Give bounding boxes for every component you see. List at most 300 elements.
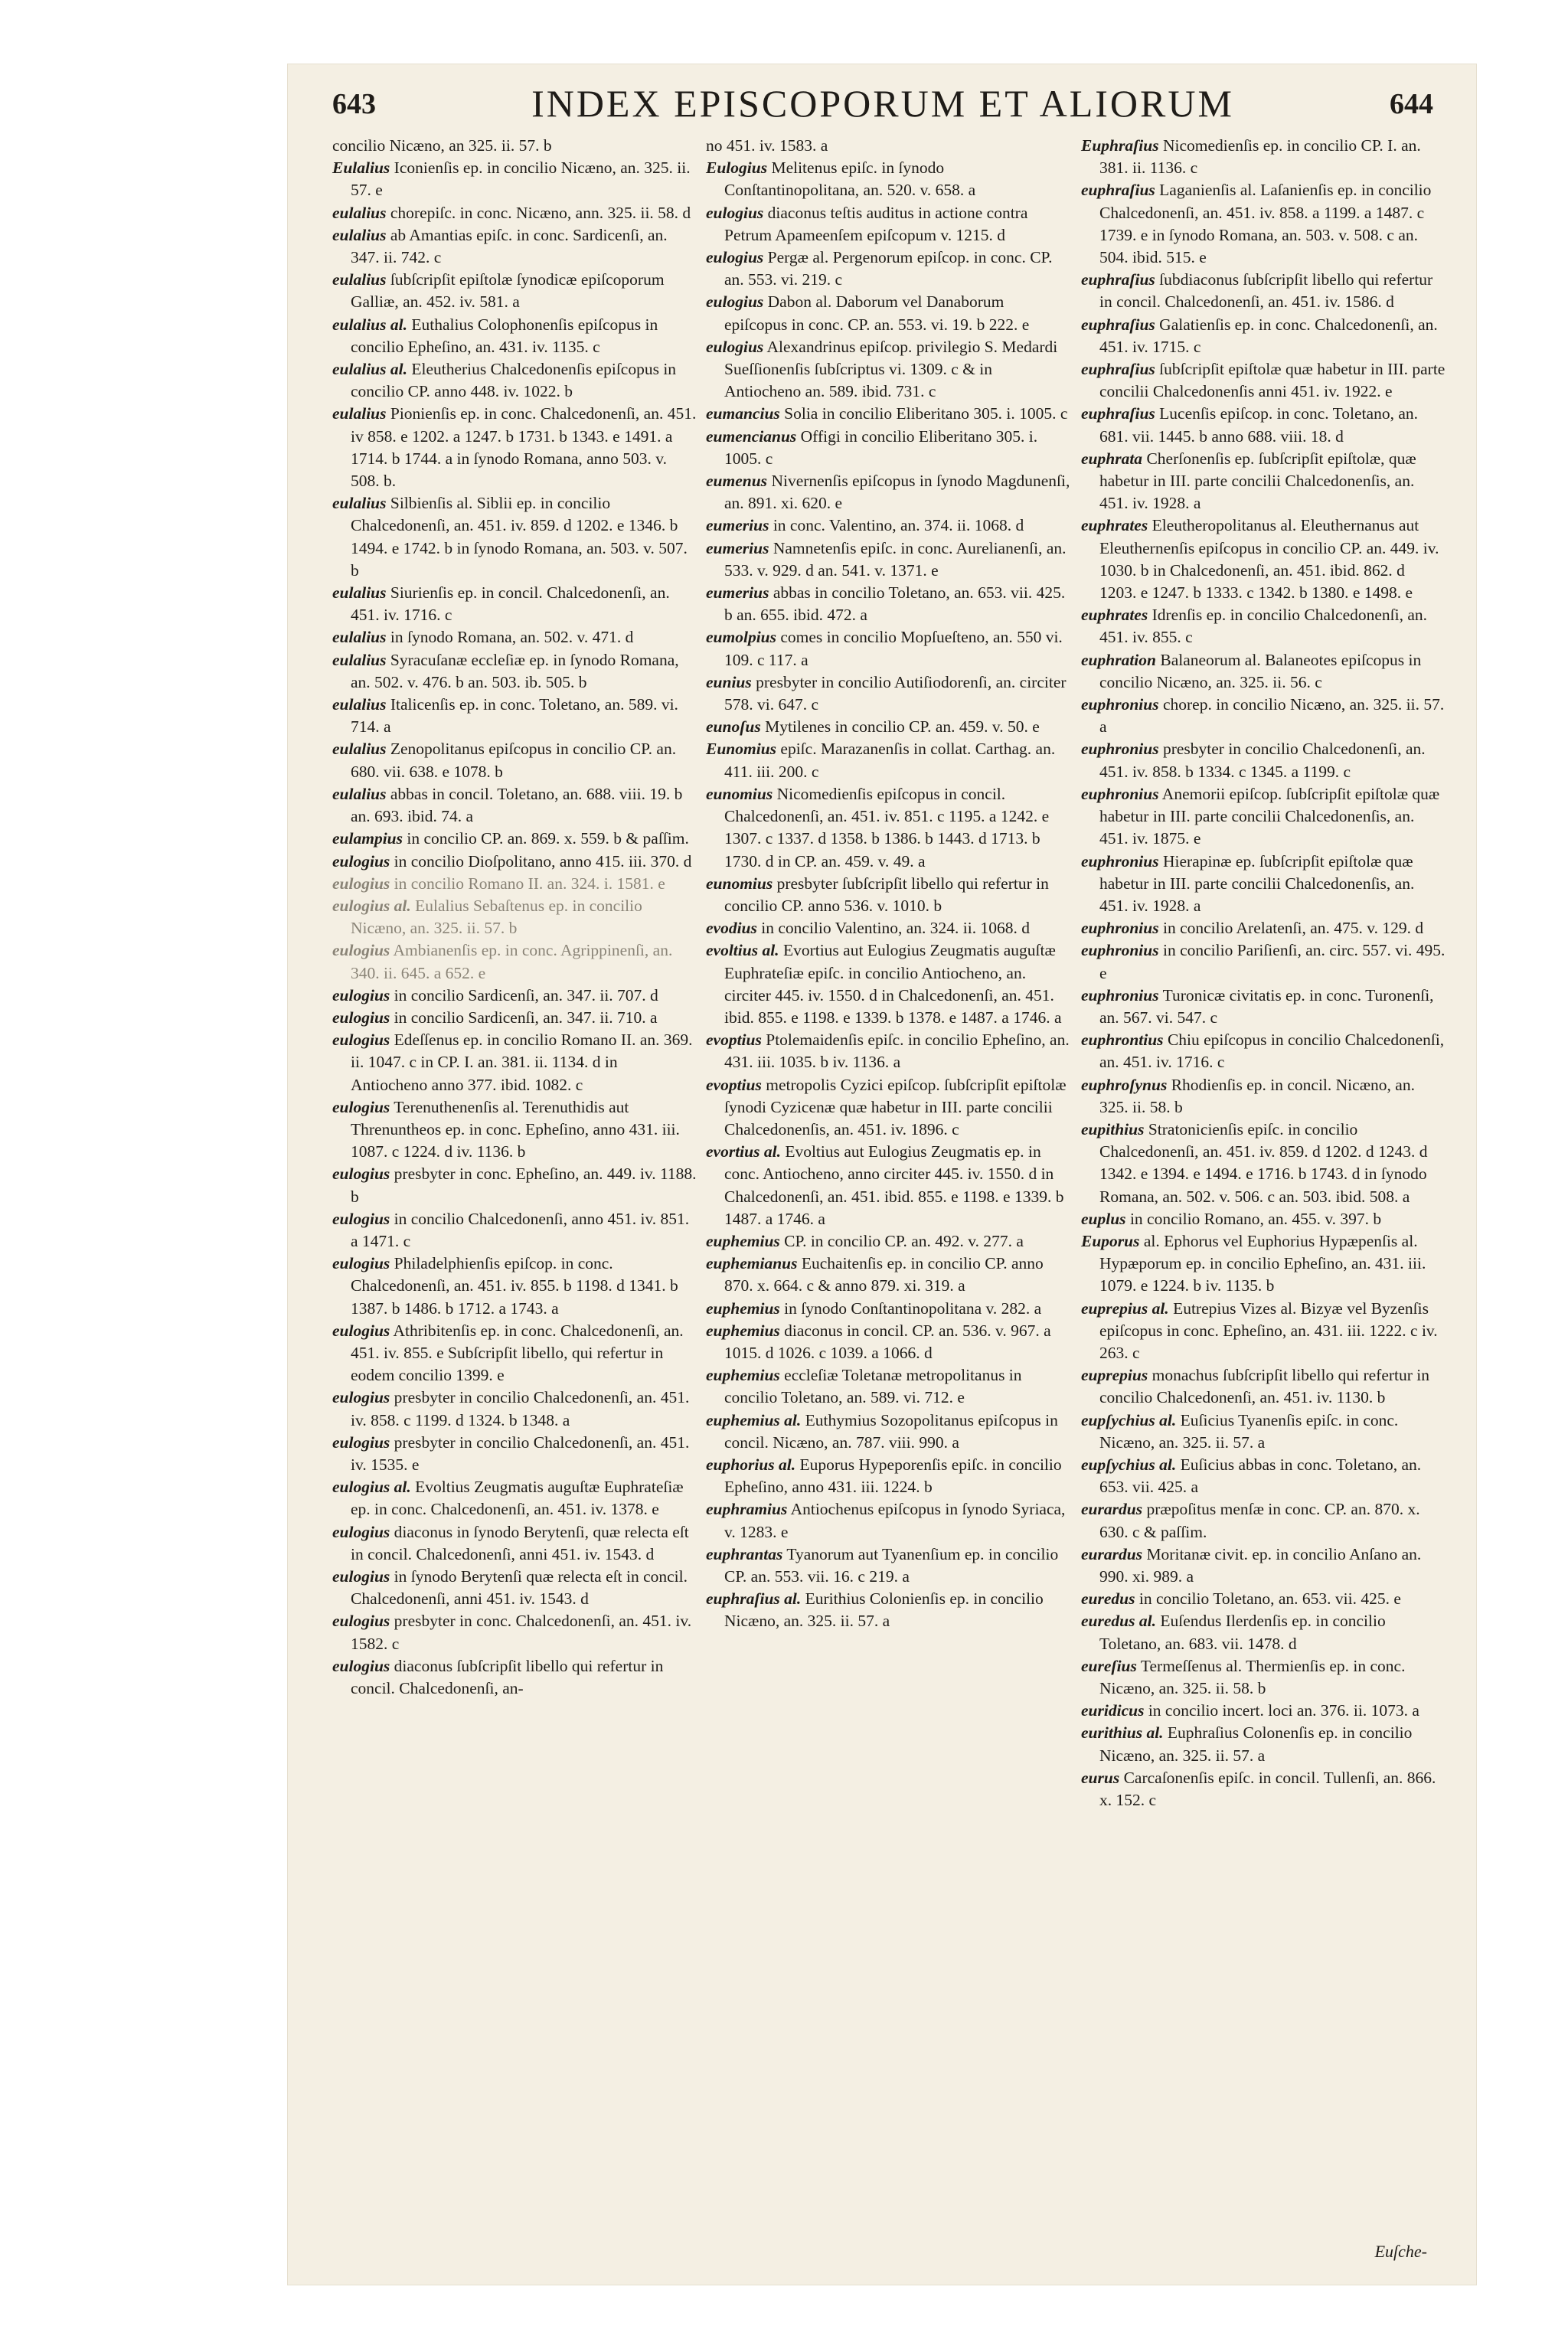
entry-name: eulalius — [332, 628, 387, 647]
index-entry — [332, 783, 697, 828]
entry-name: euphemius al. — [706, 1410, 802, 1429]
entry-name: eulalius al. — [332, 315, 407, 334]
index-entry — [706, 783, 1070, 873]
index-entry — [332, 1476, 697, 1521]
index-entry — [332, 1610, 697, 1655]
index-entry — [332, 1007, 697, 1029]
index-entry — [332, 738, 697, 782]
index-entry — [1081, 939, 1446, 984]
index-entry — [1081, 1722, 1446, 1766]
entry-name: euphemius — [706, 1231, 780, 1250]
index-entry — [1081, 1767, 1446, 1811]
entry-name: euphemius — [706, 1366, 780, 1385]
entry-text: Turonicæ civitatis ep. in conc. Turonenſi, an. 567. vi. 547. c — [1099, 985, 1434, 1027]
index-entry — [332, 358, 697, 403]
entry-text: concilio Nicæno, an 325. ii. 57. b — [332, 136, 552, 155]
entry-name: eulogius — [332, 851, 390, 871]
entry-text: chorep. in concilio Nicæno, an. 325. ii. 57. a — [1099, 695, 1445, 737]
entry-name: euphroſynus — [1081, 1075, 1168, 1094]
index-entry — [706, 1544, 1070, 1588]
entry-text: abbas in concilio Toletano, an. 653. vii. 425. b an. 655. ibid. 472. a — [724, 583, 1066, 625]
index-entry — [706, 738, 1070, 782]
index-entry — [706, 202, 1070, 247]
entry-name: eurardus — [1081, 1544, 1143, 1563]
entry-text: in ſynodo Romana, an. 502. v. 471. d — [390, 628, 634, 647]
entry-text: Offigi in concilio Eliberitano 305. i. 1005. c — [724, 426, 1038, 468]
entry-name: eulalius — [332, 740, 387, 759]
entry-name: eulogius — [332, 985, 390, 1004]
entry-text: diaconus teſtis auditus in actione contra Petrum Apameenſem epiſcopum v. 1215. d — [724, 203, 1028, 244]
index-entry — [1081, 1610, 1446, 1655]
entry-text: Euchaitenſis ep. in concilio CP. anno 870. x. 664. c & anno 879. xi. 319. a — [724, 1254, 1044, 1295]
entry-text: CP. in concilio CP. an. 492. v. 277. a — [784, 1231, 1024, 1250]
entry-name: euphraſius — [1081, 315, 1155, 334]
entry-name: eulalius — [332, 583, 387, 603]
entry-name: Eulalius — [332, 158, 390, 178]
entry-name: eupſychius al. — [1081, 1410, 1177, 1429]
entry-text: præpoſitus menſæ in conc. CP. an. 870. x. 630. c & paſſim. — [1099, 1500, 1420, 1541]
catchword: Euſche- — [1374, 2242, 1427, 2261]
entry-name: euplus — [1081, 1209, 1126, 1228]
entry-name: eulogius — [332, 1254, 390, 1273]
entry-text: in concilio Toletano, an. 653. vii. 425. e — [1138, 1589, 1401, 1609]
entry-text: Eutrepius Vizes al. Bizyæ vel Byzenſis epiſcopus in conc. Epheſino, an. 431. iii. 1222. c iv. 263. c — [1099, 1298, 1438, 1362]
index-entry — [332, 1208, 697, 1253]
entry-text: ſubſcripſit epiſtolæ ſynodicæ epiſcoporum Galliæ, an. 452. iv. 581. a — [351, 270, 665, 312]
entry-text: presbyter ſubſcripſit libello qui refertur in concilio CP. anno 536. v. 1010. b — [724, 874, 1049, 915]
entry-text: presbyter in concilio Chalcedonenſi, an. 451. iv. 858. c 1199. d 1324. b 1348. a — [351, 1388, 690, 1429]
entry-name: euredus al. — [1081, 1612, 1156, 1631]
index-entry — [1081, 514, 1446, 604]
index-entry — [706, 247, 1070, 291]
entry-text: Syracuſanæ eccleſiæ ep. in ſynodo Romana, an. 502. v. 476. b an. 503. ib. 505. b — [351, 650, 679, 691]
entry-name: eulogius — [332, 1031, 390, 1050]
index-entry — [706, 470, 1070, 514]
index-entry — [706, 514, 1070, 537]
entry-text: Euthymius Sozopolitanus epiſcopus in concil. Nicæno, an. 787. viii. 990. a — [724, 1410, 1058, 1452]
entry-name: evoptius — [706, 1075, 762, 1094]
index-entry — [1081, 179, 1446, 269]
index-entry — [706, 1320, 1070, 1364]
entry-text: Cherſonenſis ep. ſubſcripſit epiſtolæ, quæ habetur in III. parte concilii Chalcedonenſis, an. 451. iv. 1928. a — [1099, 449, 1416, 513]
entry-text: Italicenſis ep. in conc. Toletano, an. 589. vi. 714. a — [351, 695, 678, 737]
index-entry — [706, 1454, 1070, 1498]
index-entry — [706, 157, 1070, 201]
entry-text: Lucenſis epiſcop. in conc. Toletano, an. 681. vii. 1445. b anno 688. viii. 18. d — [1099, 404, 1418, 446]
entry-text: Euſendus Ilerdenſis ep. in concilio Toletano, an. 683. vii. 1478. d — [1099, 1612, 1386, 1653]
index-entry — [332, 1253, 697, 1320]
entry-name: euprepius al. — [1081, 1298, 1169, 1318]
entry-text: Balaneorum al. Balaneotes epiſcopus in concilio Nicæno, an. 325. ii. 56. c — [1099, 650, 1422, 691]
entry-text: Euſicius abbas in conc. Toletano, an. 653. vii. 425. a — [1099, 1455, 1422, 1497]
entry-text: Evoltius Zeugmatis auguſtæ Euphrateſiæ ep. in conc. Chalcedonenſi, an. 451. iv. 1378. e — [351, 1478, 684, 1519]
entry-name: evortius al. — [706, 1142, 781, 1161]
entry-text: Solia in concilio Eliberitano 305. i. 1005. c — [784, 404, 1068, 423]
entry-text: Idrenſis ep. in concilio Chalcedonenſi, an. 451. iv. 855. c — [1099, 606, 1428, 647]
entry-text: ab Amantias epiſc. in conc. Sardicenſi, an. 347. ii. 742. c — [351, 225, 668, 267]
index-entry — [1081, 358, 1446, 403]
entry-text: in ſynodo Conſtantinopolitana v. 282. a — [784, 1298, 1042, 1318]
entry-name: Euporus — [1081, 1231, 1140, 1250]
entry-name: euphronius — [1081, 740, 1159, 759]
index-entry — [1081, 1454, 1446, 1498]
entry-name: euphrates — [1081, 516, 1148, 535]
entry-name: eulogius — [706, 292, 764, 312]
index-entry — [706, 716, 1070, 738]
index-entry — [332, 828, 697, 850]
index-entry — [1081, 1208, 1446, 1230]
index-column-3 — [1081, 135, 1446, 1811]
entry-name: eurus — [1081, 1768, 1120, 1787]
entry-name: eunius — [706, 672, 752, 691]
index-entry — [706, 336, 1070, 403]
entry-name: Eulogius — [706, 158, 768, 178]
index-entry — [332, 851, 697, 873]
entry-name: eulogius — [332, 1097, 390, 1116]
entry-name: eulalius — [332, 225, 387, 244]
index-entry — [332, 985, 697, 1007]
entry-text: presbyter in concilio Chalcedonenſi, an. 451. iv. 858. b 1334. c 1345. a 1199. c — [1099, 740, 1426, 781]
index-entry — [332, 1163, 697, 1207]
entry-name: eumolpius — [706, 628, 776, 647]
index-entry — [332, 157, 697, 201]
entry-text: in concilio Chalcedonenſi, anno 451. iv. 851. a 1471. c — [351, 1209, 690, 1250]
index-entry — [1081, 1119, 1446, 1208]
index-entry — [1081, 135, 1446, 179]
entry-text: Namnetenſis epiſc. in conc. Aurelianenſi, an. 533. v. 929. d an. 541. v. 1371. e — [724, 538, 1067, 580]
entry-text: Eleutherius Chalcedonenſis epiſcopus in concilio CP. anno 448. iv. 1022. b — [351, 360, 677, 401]
entry-name: eulalius — [332, 695, 387, 714]
index-entry — [1081, 1498, 1446, 1543]
entry-name: eulogius al. — [332, 896, 411, 915]
entry-text: in concilio Romano II. an. 324. i. 1581. e — [394, 874, 665, 893]
entry-name: eulogius — [332, 1656, 390, 1675]
index-entry — [706, 1230, 1070, 1253]
entry-text: Terenuthenenſis al. Terenuthidis aut Threnuntheos ep. in conc. Epheſino, anno 431. iii. 1087. c 1224. d iv. 1136. b — [351, 1097, 680, 1161]
entry-name: eulogius — [332, 1165, 390, 1184]
entry-name: euridicus — [1081, 1701, 1145, 1720]
index-entry — [332, 269, 697, 313]
index-entry — [1081, 1029, 1446, 1073]
index-entry — [706, 537, 1070, 582]
entry-text: diaconus in ſynodo Berytenſi, quæ relecta eſt in concil. Chalcedonenſi, anni 451. iv. 1543. d — [351, 1522, 689, 1563]
entry-name: euphraſius — [1081, 404, 1155, 423]
entry-name: eulalius — [332, 270, 387, 289]
entry-name: eulogius al. — [332, 1478, 411, 1497]
entry-name: eurithius al. — [1081, 1723, 1164, 1743]
entry-text: in concilio CP. an. 869. x. 559. b & paſſim. — [407, 829, 689, 848]
index-entry — [1081, 1074, 1446, 1119]
index-entry — [1081, 783, 1446, 851]
entry-text: monachus ſubſcripſit libello qui refertur in concilio Chalcedonenſi, an. 451. iv. 1130. b — [1099, 1366, 1430, 1407]
entry-name: eumenus — [706, 472, 768, 491]
index-entry — [332, 1387, 697, 1431]
entry-text: presbyter in concilio Autiſiodorenſi, an. circiter 578. vi. 647. c — [724, 672, 1067, 714]
page-number-left: 643 — [332, 88, 376, 120]
page-header — [332, 81, 1433, 135]
entry-name: eulogius — [332, 1388, 390, 1407]
entry-text: ſubſcripſit epiſtolæ quæ habetur in III. parte concilii Chalcedonenſis anni 451. iv. 1922. e — [1099, 360, 1446, 401]
entry-name: euphrantas — [706, 1544, 783, 1563]
entry-name: euphronius — [1081, 784, 1159, 803]
index-entry — [1081, 738, 1446, 782]
entry-name: euphronius — [1081, 941, 1159, 960]
entry-name: eulalius — [332, 494, 387, 513]
entry-text: presbyter in concilio Chalcedonenſi, an. 451. iv. 1535. e — [351, 1432, 690, 1474]
index-entry — [1081, 1700, 1446, 1722]
entry-name: euphraſius — [1081, 270, 1155, 289]
entry-text: Eleutheropolitanus al. Eleuthernanus aut Eleuthernenſis epiſcopus in concilio CP. an. 449. iv. 1030. b in Chalcedonenſi, an. 451. ibid. 862. d 1203. e 1247. b 1333. c 1342. b 1380. e 1498. e — [1099, 516, 1439, 603]
index-entry — [706, 426, 1070, 470]
entry-name: evodius — [706, 919, 757, 938]
index-entry — [1081, 985, 1446, 1029]
entry-name: eulalius — [332, 404, 387, 423]
index-entry — [706, 1141, 1070, 1230]
entry-text: Laganienſis al. Laſanienſis ep. in concilio Chalcedonenſi, an. 451. iv. 858. a 1199. a 1487. c 1739. e in ſynodo Romana, an. 503. v. 508. c an. 504. ibid. 515. e — [1099, 181, 1432, 267]
entry-name: euphemianus — [706, 1254, 798, 1273]
entry-name: euphration — [1081, 650, 1156, 669]
entry-name: eumerius — [706, 538, 769, 557]
entry-text: Anemorii epiſcop. ſubſcripſit epiſtolæ quæ habetur in III. parte concilii Chalcedonenſis, an. 451. iv. 1875. e — [1099, 784, 1440, 848]
entry-text: Siurienſis ep. in concil. Chalcedonenſi, an. 451. iv. 1716. c — [351, 583, 670, 625]
entry-text: Euthalius Colophonenſis epiſcopus in concilio Epheſino, an. 431. iv. 1135. c — [351, 315, 658, 356]
index-entry — [1081, 1588, 1446, 1610]
entry-text: epiſc. Marazanenſis in collat. Carthag. an. 411. iii. 200. c — [724, 740, 1056, 781]
entry-text: eccleſiæ Toletanæ metropolitanus in concilio Toletano, an. 589. vi. 712. e — [724, 1366, 1022, 1407]
entry-name: euphraſius al. — [706, 1589, 802, 1609]
index-entry — [1081, 1364, 1446, 1409]
entry-name: evoltius al. — [706, 941, 779, 960]
index-entry — [332, 1096, 697, 1164]
entry-name: euphraſius — [1081, 181, 1155, 200]
index-entry — [706, 671, 1070, 716]
running-title: INDEX EPISCOPORUM ET ALIORUM — [531, 82, 1234, 125]
entry-text: Philadelphienſis epiſcop. in conc. Chalcedonenſi, an. 451. iv. 855. b 1198. d 1341. b 1387. b 1486. b 1712. a 1743. a — [351, 1254, 678, 1318]
index-entry — [706, 1253, 1070, 1297]
index-entry — [1081, 269, 1446, 313]
index-entry — [1081, 917, 1446, 939]
index-entry — [332, 135, 697, 157]
entry-name: eupithius — [1081, 1119, 1145, 1138]
index-entry — [1081, 604, 1446, 648]
entry-name: Euphraſius — [1081, 136, 1159, 155]
index-entry — [332, 626, 697, 648]
entry-text: Nivernenſis epiſcopus in ſynodo Magdunenſi, an. 891. xi. 620. e — [724, 472, 1070, 513]
entry-name: euphrontius — [1081, 1031, 1164, 1050]
entry-name: eulogius — [332, 941, 390, 960]
index-entry — [332, 649, 697, 694]
entry-text: Euſicius Tyanenſis epiſc. in conc. Nicæno, an. 325. ii. 57. a — [1099, 1410, 1399, 1452]
entry-text: in concilio Pariſienſi, an. circ. 557. vi. 495. e — [1099, 941, 1446, 982]
entry-name: eupſychius al. — [1081, 1455, 1177, 1474]
index-entry — [332, 492, 697, 582]
index-entry — [1081, 448, 1446, 515]
index-entry — [706, 582, 1070, 626]
entry-name: eunomius — [706, 784, 773, 803]
entry-text: Evortius aut Eulogius Zeugmatis auguſtæ Euphrateſiæ epiſc. in concilio Antiocheno, an. circiter 445. iv. 1550. d in Chalcedonenſi, an. 451. ibid. 855. e 1198. e 1339. b 1378. e 1487. a 1746. a — [724, 941, 1062, 1027]
index-entry — [706, 1298, 1070, 1320]
index-entry — [706, 1588, 1070, 1632]
index-entry — [332, 895, 697, 939]
entry-name: eulogius — [706, 203, 764, 222]
entry-text: diaconus in concil. CP. an. 536. v. 967. a 1015. d 1026. c 1039. a 1066. d — [724, 1321, 1051, 1362]
entry-name: eumencianus — [706, 426, 797, 446]
entry-name: euphronius — [1081, 985, 1159, 1004]
entry-name: eulalius al. — [332, 360, 407, 379]
entry-name: eulogius — [332, 1209, 390, 1228]
index-entry — [332, 694, 697, 738]
entry-text: presbyter in conc. Chalcedonenſi, an. 451. iv. 1582. c — [351, 1612, 692, 1653]
index-entry — [706, 1498, 1070, 1543]
entry-text: comes in concilio Mopſueſteno, an. 550 vi. 109. c 117. a — [724, 628, 1063, 669]
entry-text: Dabon al. Daborum vel Danaborum epiſcopus in conc. CP. an. 553. vi. 19. b 222. e — [724, 292, 1030, 334]
entry-text: Iconienſis ep. in concilio Nicæno, an. 325. ii. 57. e — [351, 158, 691, 200]
index-entry — [1081, 649, 1446, 694]
entry-name: eulogius — [332, 1432, 390, 1452]
entry-text: Mytilenes in concilio CP. an. 459. v. 50. e — [765, 717, 1040, 737]
entry-name: eumerius — [706, 516, 769, 535]
entry-text: Ambianenſis ep. in conc. Agrippinenſi, an. 340. ii. 645. a 652. e — [351, 941, 673, 982]
entry-text: Termeſſenus al. Thermienſis ep. in conc. Nicæno, an. 325. ii. 58. b — [1099, 1656, 1406, 1698]
entry-name: euredus — [1081, 1589, 1135, 1609]
entry-name: eulogius — [332, 1008, 390, 1027]
entry-text: Edeſſenus ep. in concilio Romano II. an. 369. ii. 1047. c in CP. I. an. 381. ii. 1134. d in Antiocheno anno 377. ibid. 1082. c — [351, 1031, 693, 1094]
entry-text: Ptolemaidenſis epiſc. in concilio Epheſino, an. 431. iii. 1035. b iv. 1136. a — [724, 1031, 1070, 1072]
index-entry — [332, 873, 697, 895]
index-entry — [706, 135, 1070, 157]
index-entry — [332, 1320, 697, 1387]
entry-text: Nicomedienſis ep. in concilio CP. I. an. 381. ii. 1136. c — [1099, 136, 1421, 178]
index-entry — [332, 1029, 697, 1096]
index-entry — [332, 1655, 697, 1700]
entry-name: eulogius — [706, 248, 764, 267]
index-entry — [1081, 1298, 1446, 1365]
entry-name: eureſius — [1081, 1656, 1137, 1675]
index-entry — [332, 314, 697, 358]
entry-text: chorepiſc. in conc. Nicæno, ann. 325. ii. 58. d — [390, 203, 691, 222]
entry-name: euprepius — [1081, 1366, 1148, 1385]
entry-text: Tyanorum aut Tyanenſium ep. in concilio CP. an. 553. vii. 16. c 219. a — [724, 1544, 1059, 1586]
index-entry — [1081, 314, 1446, 358]
index-entry — [706, 939, 1070, 1029]
book-page — [288, 64, 1476, 2285]
entry-text: in concilio Sardicenſi, an. 347. ii. 710. a — [394, 1008, 658, 1027]
entry-text: Euphraſius Colonenſis ep. in concilio Nicæno, an. 325. ii. 57. a — [1099, 1723, 1413, 1765]
entry-text: Silbienſis al. Siblii ep. in concilio Chalcedonenſi, an. 451. iv. 859. d 1202. e 1346. b 1494. e 1742. b in ſynodo Romana, an. 503. v. 507. b — [351, 494, 688, 580]
index-entry — [706, 1364, 1070, 1409]
entry-name: eulogius — [332, 874, 390, 893]
index-entry — [1081, 1230, 1446, 1298]
entry-text: diaconus ſubſcripſit libello qui refertur in concil. Chalcedonenſi, an- — [351, 1656, 664, 1698]
entry-name: euphramius — [706, 1500, 788, 1519]
index-entry — [332, 202, 697, 224]
entry-name: eunomius — [706, 874, 773, 893]
entry-name: euphronius — [1081, 851, 1159, 871]
entry-text: Eurithius Colonienſis ep. in concilio Nicæno, an. 325. ii. 57. a — [724, 1589, 1044, 1631]
entry-text: Melitenus epiſc. in ſynodo Conſtantinopolitana, an. 520. v. 658. a — [724, 158, 976, 200]
entry-text: Pionienſis ep. in conc. Chalcedonenſi, an. 451. iv 858. e 1202. a 1247. b 1731. b 1343. e 1491. a 1714. b 1744. a in ſynodo Romana, anno 503. v. 508. b. — [351, 404, 697, 491]
entry-text: Moritanæ civit. ep. in concilio Anſano an. 990. xi. 989. a — [1099, 1544, 1422, 1586]
index-entry — [332, 403, 697, 492]
entry-text: in concilio incert. loci an. 376. ii. 1073. a — [1148, 1701, 1419, 1720]
entry-text: al. Ephorus vel Euphorius Hypæpenſis al. Hypæporum ep. in concilio Epheſino, an. 431. iii. 1079. e 1224. b iv. 1135. b — [1099, 1231, 1426, 1295]
entry-name: eulogius — [332, 1321, 390, 1340]
entry-text: Pergæ al. Pergenorum epiſcop. in conc. CP. an. 553. vi. 219. c — [724, 248, 1053, 289]
index-entry — [332, 939, 697, 984]
entry-text: Nicomedienſis epiſcopus in concil. Chalcedonenſi, an. 451. iv. 851. c 1195. a 1242. e 1307. c 1337. d 1358. b 1386. b 1443. d 1713. b 1730. d in CP. an. 459. v. 49. a — [724, 784, 1050, 871]
entry-name: eulampius — [332, 829, 403, 848]
entry-text: Hierapinæ ep. ſubſcripſit epiſtolæ quæ habetur in III. parte concilii Chalcedonenſis, an. 451. iv. 1928. a — [1099, 851, 1415, 915]
page-number-right: 644 — [1390, 88, 1433, 120]
entry-name: eulogius — [332, 1522, 390, 1541]
entry-text: Antiochenus epiſcopus in ſynodo Syriaca, v. 1283. e — [724, 1500, 1066, 1541]
index-column-1 — [332, 135, 697, 1700]
entry-text: in conc. Valentino, an. 374. ii. 1068. d — [773, 516, 1024, 535]
entry-name: eumancius — [706, 404, 780, 423]
entry-text: Euporus Hypeporenſis epiſc. in concilio Epheſino, anno 431. iii. 1224. b — [724, 1455, 1062, 1497]
index-entry — [706, 917, 1070, 939]
index-entry — [706, 1029, 1070, 1073]
entry-text: Athribitenſis ep. in conc. Chalcedonenſi, an. 451. iv. 855. e Subſcripſit libello, qui refertur in eodem concilio 1399. e — [351, 1321, 684, 1385]
entry-name: eulogius — [706, 337, 764, 356]
index-entry — [1081, 694, 1446, 738]
entry-text: in concilio Dioſpolitano, anno 415. iii. 370. d — [394, 851, 692, 871]
entry-name: euphemius — [706, 1298, 780, 1318]
entry-text: Carcaſonenſis epiſc. in concil. Tullenſi, an. 866. x. 152. c — [1099, 1768, 1436, 1810]
entry-text: Alexandrinus epiſcop. privilegio S. Medardi Sueſſionenſis ſubſcriptus vi. 1309. c & in Antiocheno an. 589. ibid. 731. c — [724, 337, 1058, 401]
entry-text: Evoltius aut Eulogius Zeugmatis ep. in conc. Antiocheno, anno circiter 445. iv. 1550. d in Chalcedonenſi, an. 451. ibid. 855. e 1198. e 1339. b 1487. a 1746. a — [724, 1142, 1064, 1228]
index-entry — [1081, 1410, 1446, 1454]
index-entry — [706, 1074, 1070, 1142]
entry-text: Zenopolitanus epiſcopus in concilio CP. an. 680. vii. 638. e 1078. b — [351, 740, 677, 781]
entry-text: Chiu epiſcopus in concilio Chalcedonenſi, an. 451. iv. 1716. c — [1099, 1031, 1445, 1072]
index-entry — [1081, 851, 1446, 918]
entry-text: ſubdiaconus ſubſcripſit libello qui refertur in concil. Chalcedonenſi, an. 451. iv. 1586. d — [1099, 270, 1433, 312]
entry-text: metropolis Cyzici epiſcop. ſubſcripſit epiſtolæ ſynodi Cyzicenæ quæ habetur in III. parte concilii Chalcedonenſis, an. 451. iv. 1896. c — [724, 1075, 1067, 1138]
index-entry — [706, 1410, 1070, 1454]
entry-name: eumerius — [706, 583, 769, 603]
entry-name: eunoſus — [706, 717, 761, 737]
entry-name: euphrata — [1081, 449, 1143, 468]
index-entry — [332, 582, 697, 626]
index-entry — [706, 873, 1070, 917]
entry-text: abbas in concil. Toletano, an. 688. viii. 19. b an. 693. ibid. 74. a — [351, 784, 683, 826]
index-entry — [332, 1566, 697, 1610]
entry-text: Rhodienſis ep. in concil. Nicæno, an. 325. ii. 58. b — [1099, 1075, 1415, 1116]
entry-text: Galatienſis ep. in conc. Chalcedonenſi, an. 451. iv. 1715. c — [1099, 315, 1438, 356]
entry-text: in concilio Arelatenſi, an. 475. v. 129. d — [1162, 919, 1424, 938]
index-entry — [706, 403, 1070, 425]
index-entry — [706, 626, 1070, 671]
entry-name: evoptius — [706, 1031, 762, 1050]
entry-name: euphraſius — [1081, 360, 1155, 379]
entry-text: presbyter in conc. Epheſino, an. 449. iv. 1188. b — [351, 1165, 697, 1206]
entry-name: eurardus — [1081, 1500, 1143, 1519]
entry-name: eulalius — [332, 203, 387, 222]
index-entry — [332, 1432, 697, 1476]
index-entry — [1081, 403, 1446, 447]
entry-name: euphrates — [1081, 606, 1148, 625]
index-entry — [332, 224, 697, 269]
entry-text: in concilio Romano, an. 455. v. 397. b — [1129, 1209, 1382, 1228]
entry-name: euphronius — [1081, 695, 1159, 714]
entry-text: Eulalius Sebaſtenus ep. in concilio Nicæno, an. 325. ii. 57. b — [351, 896, 642, 938]
index-column-2 — [706, 135, 1070, 1633]
entry-name: eulalius — [332, 650, 387, 669]
index-entry — [332, 1521, 697, 1566]
entry-text: in ſynodo Berytenſi quæ relecta eſt in concil. Chalcedonenſi, anni 451. iv. 1543. d — [351, 1567, 688, 1609]
entry-name: eulalius — [332, 784, 387, 803]
